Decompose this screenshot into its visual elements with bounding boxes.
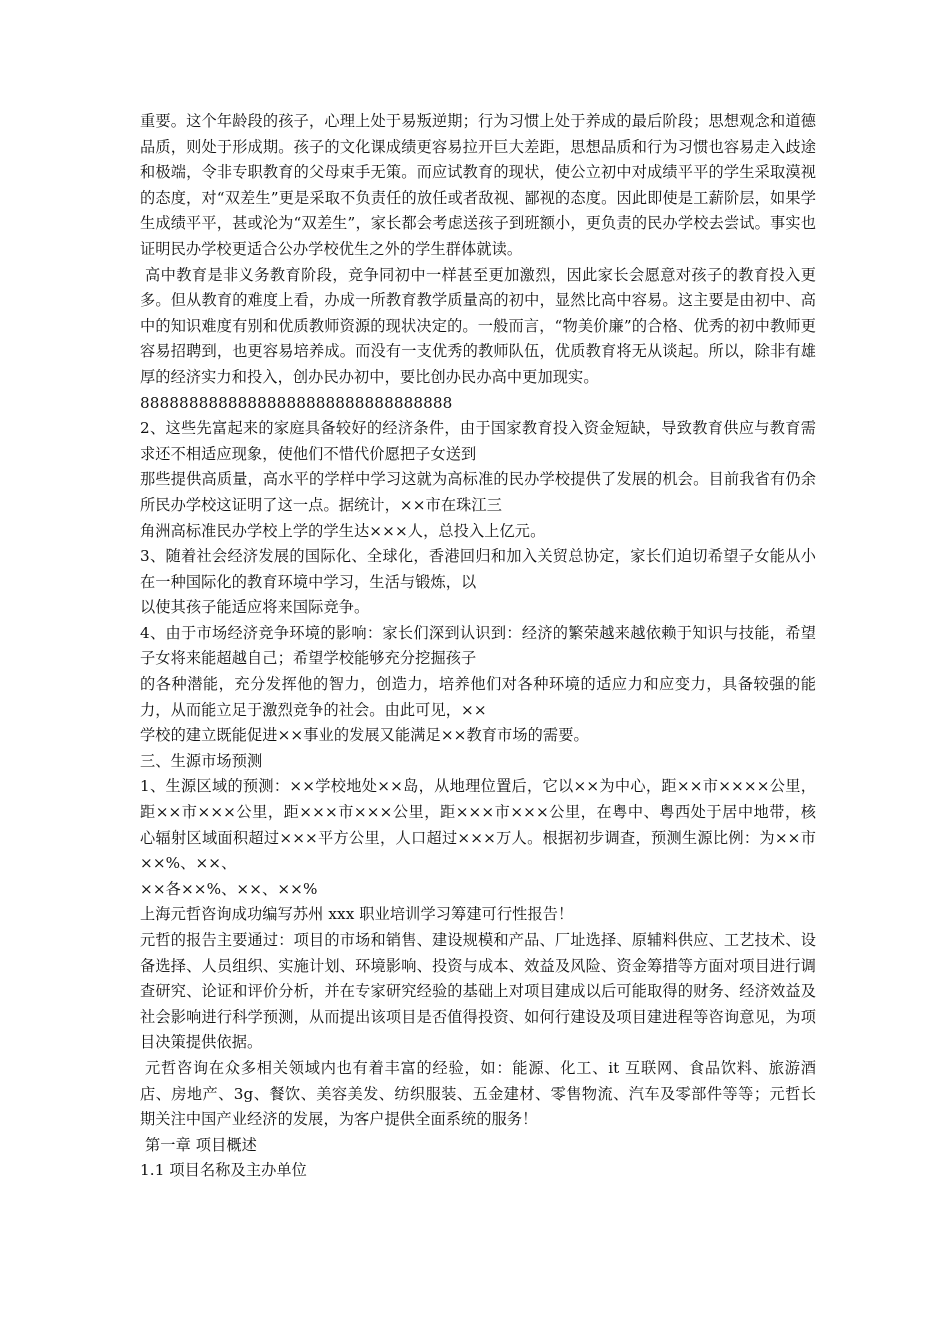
report-announcement: 上海元哲咨询成功编写苏州 xxx 职业培训学习筹建可行性报告！ — [140, 905, 574, 924]
source-region-paragraph: 1、生源区域的预测：××学校地处××岛，从地理位置后，它以××为中心，距××市××××公里，距××市×××公里，距×××市×××公里，距×××市×××公里，在粤中、粤西处于居中地带，核心辐射区域面积超过×××平方公里，人口超过×××万人。根据初步调查，预测生源比例：为××市××%、××、 — [140, 777, 816, 873]
section-1-1-heading: 1.1 项目名称及主办单位 — [140, 1161, 307, 1180]
paragraph-1: 重要。这个年龄段的孩子，心理上处于易叛逆期；行为习惯上处于养成的最后阶段；思想观念和道德品质，则处于形成期。孩子的文化课成绩更容易拉开巨大差距，思想品质和行为习惯也容易走入歧途和极端，令非专职教育的父母束手无策。而应试教育的现状，使公立初中对成绩平平的学生采取漠视的态度，对“双差生”更是采取不负责任的放任或者敌视、鄙视的态度。因此即使是工薪阶层，如果学生成绩平平，甚或沦为“双差生”，家长都会考虑送孩子到班额小，更负责的民办学校去尝试。事实也证明民办学校更适合公办学校优生之外的学生群体就读。 — [140, 112, 816, 258]
experience-paragraph: 元哲咨询在众多相关领域内也有着丰富的经验，如：能源、化工、it 互联网、食品饮料、旅游酒店、房地产、3g、餐饮、美容美发、纺织服装、五金建材、零售物流、汽车及零部件等等；元哲长期关注中国产业经济的发展，为客户提供全面系统的服务！ — [140, 1058, 816, 1129]
report-description: 元哲的报告主要通过：项目的市场和销售、建设规模和产品、厂址选择、原辅料供应、工艺技术、设备选择、人员组织、实施计划、环境影响、投资与成本、效益及风险、资金筹措等方面对项目进行调查研究、论证和评价分析，并在专家研究经验的基础上对项目建成以后可能取得的财务、经济效益及社会影响进行科学预测，从而提出该项目是否值得投资、如何行建设及项目建进程等咨询意见，为项目决策提供依据。 — [140, 931, 816, 1052]
item-3-line-2: 以使其孩子能适应将来国际竞争。 — [140, 598, 370, 617]
document-body — [140, 109, 816, 1184]
item-4-line-3: 学校的建立既能促进××事业的发展又能满足××教育市场的需要。 — [140, 726, 589, 745]
item-2-line-2: 那些提供高质量，高水平的学样中学习这就为高标准的民办学校提供了发展的机会。目前我省有仍余所民办学校这证明了这一点。据统计，××市在珠江三 — [140, 470, 816, 514]
source-ratio-line: ××各××%、××、××% — [140, 879, 318, 898]
item-3-line-1: 3、随着社会经济发展的国际化、全球化，香港回归和加入关贸总协定，家长们迫切希望子女能从小在一种国际化的教育环境中学习，生活与锻炼，以 — [140, 547, 816, 591]
paragraph-2: 高中教育是非义务教育阶段，竞争同初中一样甚至更加激烈，因此家长会愿意对孩子的教育投入更多。但从教育的难度上看，办成一所教育教学质量高的初中，显然比高中容易。这主要是由初中、高中的知识难度有别和优质教师资源的现状决定的。一般而言，“物美价廉”的合格、优秀的初中教师更容易招聘到，也更容易培养成。而没有一支优秀的教师队伍，优质教育将无从谈起。所以，除非有雄厚的经济实力和投入，创办民办初中，要比创办民办高中更加现实。 — [140, 265, 816, 386]
filler-line: 88888888888888888888888888888888 — [140, 393, 453, 412]
chapter-1-heading: 第一章 项目概述 — [145, 1135, 257, 1154]
section-heading-3: 三、生源市场预测 — [140, 751, 263, 770]
item-2-line-1: 2、这些先富起来的家庭具备较好的经济条件，由于国家教育投入资金短缺，导致教育供应与教育需求还不相适应现象，使他们不惜代价愿把子女送到 — [140, 419, 816, 463]
item-4-line-1: 4、由于市场经济竞争环境的影响：家长们深到认识到：经济的繁荣越来越依赖于知识与技能，希望子女将来能超越自己；希望学校能够充分挖掘孩子 — [140, 623, 816, 668]
item-4-line-2: 的各种潜能，充分发挥他的智力，创造力，培养他们对各种环境的适应力和应变力，具备较强的能力，从而能立足于激烈竞争的社会。由此可见，×× — [140, 675, 816, 719]
item-2-line-3: 角洲高标准民办学校上学的学生达×××人，总投入上亿元。 — [140, 521, 546, 540]
